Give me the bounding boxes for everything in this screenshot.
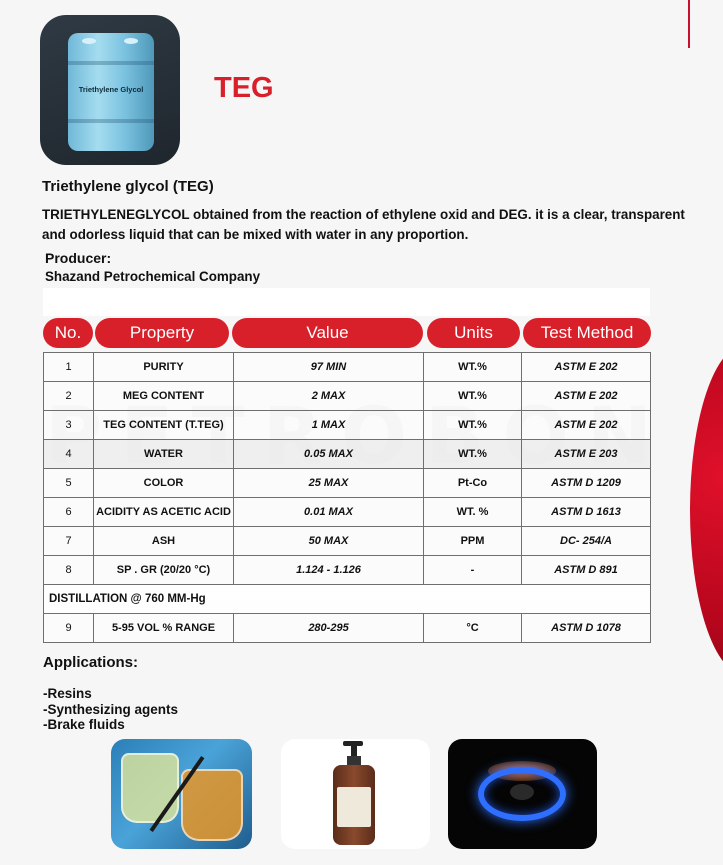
list-item: -Synthesizing agents [43,701,179,717]
product-code: TEG [214,72,274,104]
cell-method: ASTM E 202 [522,382,651,411]
cell-no: 9 [44,614,94,643]
cell-unit: PPM [424,527,522,556]
table-row [44,527,651,556]
cell-unit: Pt-Co [424,469,522,498]
producer-name: Shazand Petrochemical Company [45,269,261,284]
resin-beakers-image [111,739,252,849]
cell-method: ASTM D 1209 [522,469,651,498]
applications-title: Applications: [43,654,139,671]
decorative-red-shape [690,345,723,675]
cell-unit: WT.% [424,353,522,382]
cell-method: ASTM E 203 [522,440,651,469]
cell-no: 7 [44,527,94,556]
cell-no: 1 [44,353,94,382]
gas-flame-image [448,739,597,849]
spacer-band [43,288,650,316]
header-value: Value [232,318,423,348]
table-row [44,469,651,498]
producer-label: Producer: [45,250,112,266]
cell-unit: °C [424,614,522,643]
table-row [44,614,651,643]
table-row [44,498,651,527]
cell-value: 1 MAX [234,411,424,440]
cell-property: ACIDITY AS ACETIC ACID [94,498,234,527]
cell-no: 2 [44,382,94,411]
top-accent-line [688,0,690,48]
cell-property: ASH [94,527,234,556]
cell-unit: WT.% [424,411,522,440]
header-test-method: Test Method [523,318,651,348]
distillation-section-label: DISTILLATION @ 760 MM-Hg [44,585,651,614]
header-no: No. [43,318,93,348]
list-item: -Brake fluids [43,717,125,732]
cell-method: ASTM D 1613 [522,498,651,527]
table-row [44,556,651,585]
table-row [44,382,651,411]
applications-list [43,686,178,733]
cell-method: ASTM E 202 [522,411,651,440]
cell-no: 3 [44,411,94,440]
cell-property: SP . GR (20/20 °C) [94,556,234,585]
cell-unit: WT.% [424,440,522,469]
product-description: TRIETHYLENEGLYCOL obtained from the reaction of ethylene oxid and DEG. it is a clear, transparent and odorless liquid that can be mixed with water in any proportion. [42,207,685,242]
cell-property: COLOR [94,469,234,498]
cell-property: TEG CONTENT (T.TEG) [94,411,234,440]
cell-method: DC- 254/A [522,527,651,556]
cell-unit: WT. % [424,498,522,527]
list-item: -Resins [43,686,92,701]
cell-no: 5 [44,469,94,498]
bottle-image [281,739,430,849]
specification-table [43,352,651,643]
cell-property: PURITY [94,353,234,382]
cell-value: 280-295 [234,614,424,643]
cell-value: 50 MAX [234,527,424,556]
header-units: Units [427,318,520,348]
cell-property: MEG CONTENT [94,382,234,411]
cell-unit: WT.% [424,382,522,411]
cell-method: ASTM E 202 [522,353,651,382]
cell-no: 8 [44,556,94,585]
cell-no: 6 [44,498,94,527]
table-row [44,440,651,469]
table-section-row [44,585,651,614]
cell-method: ASTM D 891 [522,556,651,585]
barrel-icon [68,33,154,151]
product-image [40,15,180,165]
cell-property: WATER [94,440,234,469]
cell-method: ASTM D 1078 [522,614,651,643]
cell-value: 97 MIN [234,353,424,382]
table-row [44,353,651,382]
product-subtitle: Triethylene glycol (TEG) [42,178,214,195]
cell-value: 1.124 - 1.126 [234,556,424,585]
cell-property: 5-95 VOL % RANGE [94,614,234,643]
table-row [44,411,651,440]
cell-value: 2 MAX [234,382,424,411]
header-property: Property [95,318,229,348]
cell-value: 0.01 MAX [234,498,424,527]
barrel-label: Triethylene Glycol [78,85,144,94]
cell-value: 0.05 MAX [234,440,424,469]
cell-unit: - [424,556,522,585]
cell-no: 4 [44,440,94,469]
cell-value: 25 MAX [234,469,424,498]
